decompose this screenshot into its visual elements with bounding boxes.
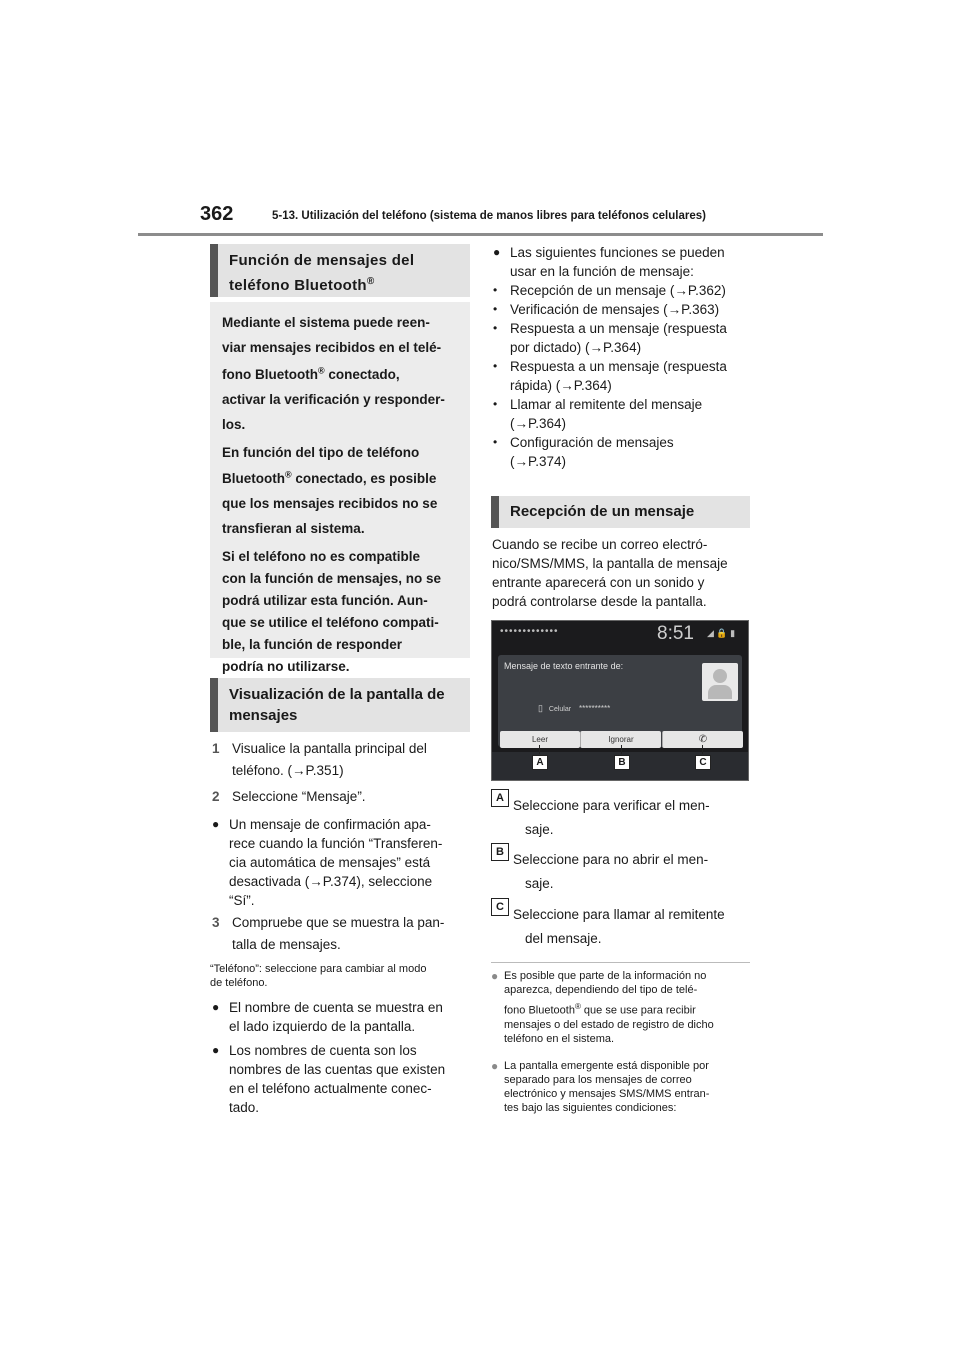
text-line: podrá controlarse desde la pantalla. (492, 594, 707, 609)
intro-line: ble, la función de responder (222, 637, 403, 652)
ignore-button[interactable]: Ignorar (580, 731, 661, 748)
step-number: 3 (212, 915, 220, 930)
heading-line: Recepción de un mensaje (510, 503, 695, 520)
step-3 (212, 912, 472, 956)
bullet-icon: ● (212, 817, 220, 831)
bullet-line: Un mensaje de confirmación apa- (229, 817, 431, 832)
list-item-text: Respuesta a un mensaje (respuesta (510, 359, 727, 374)
list-item-text: Llamar al remitente del mensaje (510, 397, 703, 412)
intro-line: que se utilice el teléfono compati- (222, 615, 439, 630)
receive-text (492, 535, 762, 611)
legend-key-c: C (491, 898, 509, 916)
intro-line: En función del tipo de teléfono (222, 445, 420, 460)
heading-line: Función de mensajes del (229, 252, 415, 269)
list-item-text: por dictado) (→P.364) (510, 340, 642, 355)
step-line: Visualice la pantalla principal del (232, 741, 427, 756)
note-line: Es posible que parte de la información no (504, 970, 707, 982)
heading-text: teléfono Bluetooth (229, 277, 367, 294)
bullet-line: rece cuando la función “Transferen- (229, 836, 443, 851)
dash-icon: • (493, 359, 498, 373)
bullet-icon: ● (212, 1000, 220, 1014)
dash-icon: • (493, 283, 498, 297)
bullet-line: Las siguientes funciones se pueden (510, 245, 725, 260)
dash-icon: • (493, 435, 498, 449)
intro-line (222, 468, 460, 490)
functions-list (493, 281, 763, 471)
step-line: Compruebe que se muestra la pan- (232, 915, 445, 930)
heading-line: mensajes (229, 707, 298, 724)
text-line: Cuando se recibe un correo electró- (492, 537, 708, 552)
list-item (493, 395, 763, 433)
list-item-text: (→P.364) (510, 416, 567, 431)
heading-line: Visualización de la pantalla de (229, 686, 445, 703)
note-line: La pantalla emergente está disponible por (504, 1060, 709, 1072)
intro-line: Si el teléfono no es compatible (222, 549, 421, 564)
note-text: fono Bluetooth (504, 1004, 575, 1017)
legend-line: Seleccione para no abrir el men- (513, 852, 709, 867)
section-heading-receive (491, 496, 750, 528)
bullet-confirmation (212, 815, 472, 910)
note-line: separado para los mensajes de correo (504, 1074, 692, 1086)
bullet-line: en el teléfono actualmente conec- (229, 1081, 432, 1096)
avatar (702, 663, 738, 701)
bullet-line: tado. (229, 1100, 260, 1115)
callout-label: B (614, 755, 630, 770)
step-line: Seleccione “Mensaje”. (232, 789, 366, 804)
list-item-text: (→P.374) (510, 454, 567, 469)
bullet-icon: ● (493, 245, 501, 259)
dash-icon: • (493, 302, 498, 316)
legend-a (513, 794, 710, 842)
list-item (493, 281, 763, 300)
legend-line: Seleccione para verificar el men- (513, 798, 710, 813)
registered-mark: ® (317, 365, 325, 376)
clock: 8:51 (657, 623, 694, 644)
legend-b (513, 848, 708, 896)
intro-line: transfieran al sistema. (222, 521, 365, 536)
intro-box (210, 302, 470, 674)
intro-line: activar la verificación y responder- (222, 392, 445, 407)
legend-c (513, 903, 725, 951)
list-item-text: Recepción de un mensaje (→P.362) (510, 283, 726, 298)
phone-row (538, 703, 610, 714)
intro-line: que los mensajes recibidos no se (222, 496, 438, 511)
chapter-title: 5-13. Utilización del teléfono (sistema de manos libres para teléfonos celulares) (272, 210, 706, 222)
phone-icon: ▯ (538, 703, 543, 713)
intro-text: Bluetooth (222, 471, 285, 486)
intro-line: podrá utilizar esta función. Aun- (222, 593, 428, 608)
functions-intro (493, 243, 763, 281)
intro-line: viar mensajes recibidos en el telé- (222, 340, 442, 355)
bullet-icon: ● (212, 1043, 220, 1057)
note-line: de teléfono. (210, 977, 268, 989)
heading-line (229, 271, 470, 296)
legend-key-a: A (491, 789, 509, 807)
registered-mark: ® (285, 469, 292, 480)
dash-icon: • (493, 397, 498, 411)
step-number: 2 (212, 789, 220, 804)
note-line: tes bajo las siguientes condiciones: (504, 1102, 677, 1114)
list-item (493, 357, 763, 395)
step-1 (212, 738, 472, 782)
status-dots: ••••••••••••• (500, 626, 559, 637)
callout-c (695, 752, 711, 770)
step-number: 1 (212, 741, 220, 756)
note-line (504, 1000, 761, 1018)
list-item (493, 433, 763, 471)
legend-line: Seleccione para llamar al remitente (513, 907, 725, 922)
step-text (212, 738, 472, 782)
bullet-line: “Sí”. (229, 893, 255, 908)
text-line: entrante aparecerá con un sonido y (492, 575, 705, 590)
callout-a (532, 752, 548, 770)
bullet-line: el lado izquierdo de la pantalla. (229, 1019, 416, 1034)
bullet-line: usar en la función de mensaje: (510, 264, 694, 279)
note-bullet-icon: ● (491, 1059, 499, 1073)
intro-line (222, 364, 460, 386)
legend-line: del mensaje. (525, 931, 602, 946)
bullet-account-name (212, 998, 472, 1036)
bullet-line: nombres de las cuentas que existen (229, 1062, 446, 1077)
page-number: 362 (200, 203, 234, 225)
callout-label: C (695, 755, 711, 770)
bullet-line: El nombre de cuenta se muestra en (229, 1000, 443, 1015)
callout-label: A (532, 755, 548, 770)
bullet-line: desactivada (→P.374), seleccione (229, 874, 433, 889)
bullet-line: cia automática de mensajes” está (229, 855, 431, 870)
list-item-text: Configuración de mensajes (510, 435, 674, 450)
intro-text: conectado, (324, 367, 400, 382)
step-2 (212, 786, 472, 808)
registered-mark: ® (366, 276, 375, 287)
text-line: nico/SMS/MMS, la pantalla de mensaje (492, 556, 728, 571)
list-item (493, 319, 763, 357)
intro-text: conectado, es posible (291, 471, 437, 486)
intro-line: los. (222, 417, 246, 432)
list-item-text: rápida) (→P.364) (510, 378, 612, 393)
avatar-head-icon (713, 669, 727, 683)
intro-line: con la función de mensajes, no se (222, 571, 442, 586)
callout-b (614, 752, 630, 770)
intro-text: fono Bluetooth (222, 367, 318, 382)
note-line: “Teléfono”: seleccione para cambiar al modo (210, 963, 427, 975)
dash-icon: • (493, 321, 498, 335)
note-line: mensajes o del estado de registro de dicho (504, 1018, 714, 1031)
list-item-text: Respuesta a un mensaje (respuesta (510, 321, 727, 336)
note-line: aparezca, dependiendo del tipo de telé- (504, 984, 698, 996)
step-line: teléfono. (→P.351) (232, 763, 344, 778)
list-item-text: Verificación de mensajes (→P.363) (510, 302, 720, 317)
bullet-account-list (212, 1041, 472, 1117)
note-phone (210, 962, 480, 990)
read-button[interactable]: Leer (500, 731, 580, 748)
note-text: que se use para recibir (580, 1004, 696, 1017)
section-heading-message-function (210, 244, 470, 297)
phone-number: ********** (579, 704, 611, 713)
note-info (491, 969, 761, 1046)
header-rule (138, 233, 823, 236)
phone-label: Celular (548, 706, 572, 713)
registered-mark: ® (574, 1002, 581, 1011)
list-item (493, 300, 763, 319)
note-line: electrónico y mensajes SMS/MMS entran- (504, 1088, 710, 1100)
note-popup (491, 1059, 761, 1115)
note-bullet-icon: ● (491, 969, 499, 983)
step-line: talla de mensajes. (232, 937, 341, 952)
legend-key-b: B (491, 843, 509, 861)
avatar-body-icon (708, 685, 732, 699)
intro-line: podría no utilizarse. (222, 659, 350, 674)
legend-line: saje. (525, 822, 554, 837)
intro-line: Mediante el sistema puede reen- (222, 315, 430, 330)
notes-divider (491, 962, 750, 963)
section-heading-display-screen (210, 678, 470, 732)
call-button[interactable]: ✆ (662, 731, 743, 748)
note-line: teléfono en el sistema. (504, 1032, 615, 1045)
legend-line: saje. (525, 876, 554, 891)
bullet-line: Los nombres de cuenta son los (229, 1043, 417, 1058)
status-icons: ◢ 🔒 ▮ (707, 628, 736, 638)
incoming-title: Mensaje de texto entrante de: (504, 661, 624, 671)
